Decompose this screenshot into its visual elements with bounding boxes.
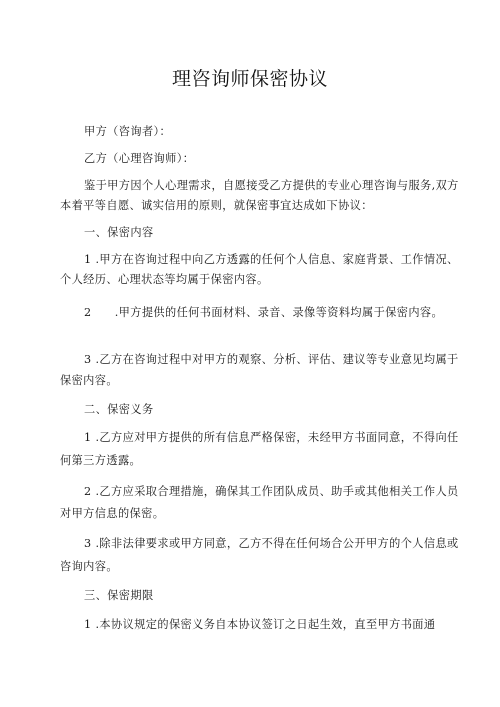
section-2-item-2-line-1: 2 .乙方应采取合理措施，确保其工作团队成员、助手或其他相关工作人员 (84, 485, 459, 498)
section-1-item-1-line-2: 个人经历、心理状态等均属于保密内容。 (60, 273, 269, 286)
section-1-item-1-line-1: 1 .甲方在咨询过程中向乙方透露的任何个人信息、家庭背景、工作情况、 (84, 253, 459, 266)
party-b-line: 乙方（心理咨询师）： (84, 152, 195, 165)
section-3-heading: 三、保密期限 (84, 589, 154, 602)
section-2-item-3-line-1: 3 .除非法律要求或甲方同意，乙方不得在任何场合公开甲方的个人信息或 (84, 537, 459, 550)
section-2-item-2-line-2: 对甲方信息的保密。 (60, 507, 165, 520)
section-1-item-2: 2 .甲方提供的任何书面材料、录音、录像等资料均属于保密内容。 (84, 306, 444, 319)
preamble-line-2: 本着平等自愿、诚实信用的原则，就保密事宜达成如下协议： (60, 199, 373, 212)
section-1-heading: 一、保密内容 (84, 226, 154, 239)
section-2-item-1-line-1: 1 .乙方应对甲方提供的所有信息严格保密，未经甲方书面同意，不得向任 (84, 431, 459, 444)
section-2-item-1-line-2: 何第三方透露。 (60, 454, 142, 467)
section-1-item-3-line-2: 保密内容。 (60, 374, 118, 387)
preamble-line-1: 鉴于甲方因个人心理需求，自愿接受乙方提供的专业心理咨询与服务,双方 (84, 179, 459, 192)
document-title: 理咨询师保密协议 (171, 68, 328, 90)
section-3-item-1-line-1: 1 .本协议规定的保密义务自本协议签订之日起生效，直至甲方书面通 (84, 618, 436, 631)
section-2-item-3-line-2: 咨询内容。 (60, 560, 118, 573)
section-1-item-3-line-1: 3 .乙方在咨询过程中对甲方的观察、分析、评估、建议等专业意见均属于 (84, 353, 459, 366)
party-a-line: 甲方（咨询者）： (84, 125, 172, 138)
section-2-heading: 二、保密义务 (84, 403, 154, 416)
